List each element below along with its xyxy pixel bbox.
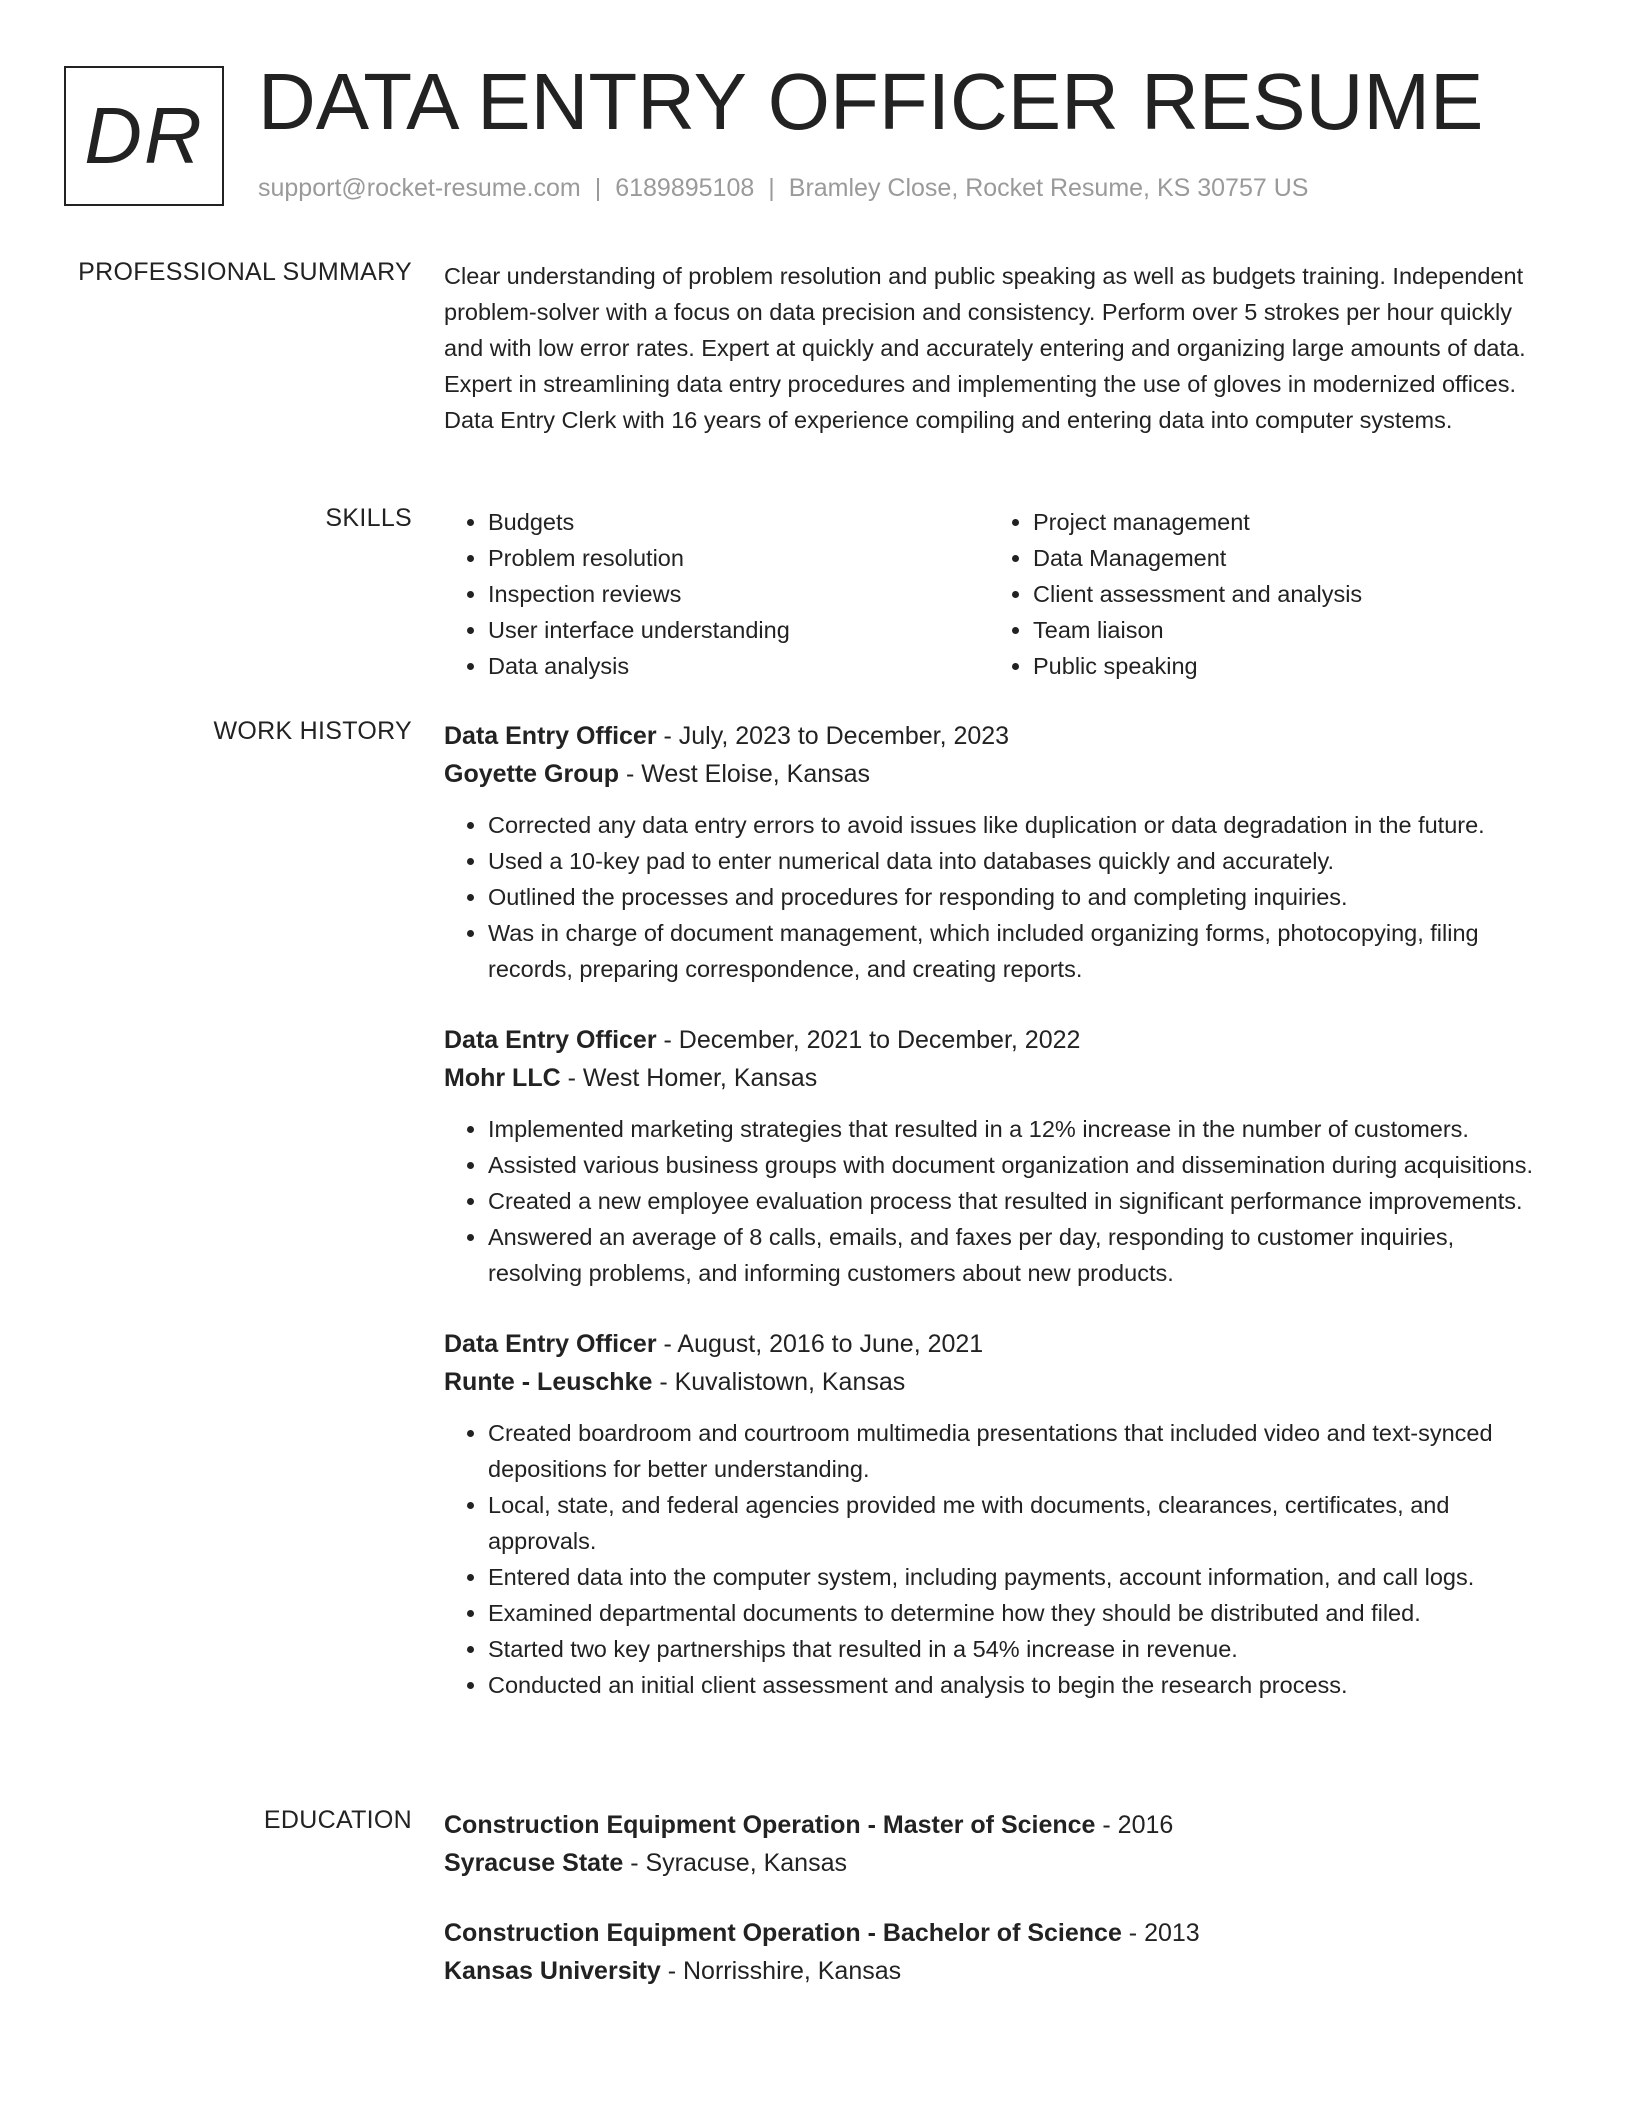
education-entry — [444, 1806, 1554, 1882]
education-year: - 2013 — [1121, 1919, 1200, 1947]
job-title-line — [444, 1021, 1554, 1059]
job-bullet: • Outlined the processes and procedures for responding to and completing inquiries. — [488, 879, 1554, 915]
summary-body — [444, 258, 1554, 438]
job-company: Runte - Leuschke — [444, 1368, 653, 1396]
contact-separator: | — [768, 174, 775, 202]
job-location: - West Homer, Kansas — [560, 1064, 818, 1092]
education-school: Syracuse State — [444, 1849, 624, 1877]
job-company-line — [444, 1059, 1554, 1097]
contact-line — [258, 174, 1308, 203]
job-location: - West Eloise, Kansas — [619, 760, 871, 788]
work-history-heading: WORK HISTORY — [213, 717, 412, 745]
job-dates: - August, 2016 to June, 2021 — [656, 1330, 984, 1358]
education-heading: EDUCATION — [263, 1806, 412, 1834]
skill-item: • Team liaison — [1033, 612, 1534, 648]
skill-item: • Inspection reviews — [488, 576, 989, 612]
job-dates: - December, 2021 to December, 2022 — [656, 1026, 1081, 1054]
work-history-body — [444, 717, 1554, 1737]
skill-item: • Data analysis — [488, 648, 989, 684]
skill-item: • Problem resolution — [488, 540, 989, 576]
education-degree: Construction Equipment Operation - Master of Science — [444, 1811, 1096, 1839]
job-title: Data Entry Officer — [444, 1330, 657, 1358]
contact-phone: 6189895108 — [615, 174, 755, 202]
job-bullet: • Answered an average of 8 calls, emails, and faxes per day, responding to customer inquiries, resolving problems, and informing customers about new products. — [488, 1219, 1554, 1291]
skill-item: • Public speaking — [1033, 648, 1534, 684]
education-school: Kansas University — [444, 1957, 661, 1985]
skill-item: • Data Management — [1033, 540, 1534, 576]
education-location: - Norrisshire, Kansas — [660, 1957, 902, 1985]
job-title-line — [444, 1325, 1554, 1363]
job-bullet: • Used a 10-key pad to enter numerical data into databases quickly and accurately. — [488, 843, 1554, 879]
education-degree: Construction Equipment Operation - Bachelor of Science — [444, 1919, 1122, 1947]
job-title: Data Entry Officer — [444, 722, 657, 750]
job-entry — [444, 1021, 1554, 1291]
job-title-line — [444, 717, 1554, 755]
job-bullet: • Examined departmental documents to determine how they should be distributed and filed. — [488, 1595, 1554, 1631]
job-bullet: • Implemented marketing strategies that resulted in a 12% increase in the number of customers. — [488, 1111, 1554, 1147]
job-company-line — [444, 1363, 1554, 1401]
skills-heading: SKILLS — [325, 504, 412, 532]
job-bullet: • Assisted various business groups with document organization and dissemination during acquisitions. — [488, 1147, 1554, 1183]
job-bullet: • Was in charge of document management, which included organizing forms, photocopying, filing records, preparing correspondence, and creating reports. — [488, 915, 1554, 987]
skill-item: • Project management — [1033, 504, 1534, 540]
education-location: - Syracuse, Kansas — [623, 1849, 847, 1877]
education-school-line — [444, 1844, 1554, 1882]
job-company-line — [444, 755, 1554, 793]
job-title: Data Entry Officer — [444, 1026, 657, 1054]
skills-grid — [444, 504, 1554, 684]
contact-separator: | — [594, 174, 602, 202]
monogram-logo: DR — [64, 66, 224, 206]
job-bullet: • Corrected any data entry errors to avoid issues like duplication or data degradation in the future. — [488, 807, 1554, 843]
job-bullet: • Conducted an initial client assessment and analysis to begin the research process. — [488, 1667, 1554, 1703]
job-company: Mohr LLC — [444, 1064, 561, 1092]
job-bullet: • Started two key partnerships that resulted in a 54% increase in revenue. — [488, 1631, 1554, 1667]
job-bullet: • Created boardroom and courtroom multimedia presentations that included video and text-synced depositions for better understanding. — [488, 1415, 1554, 1487]
skill-item: • User interface understanding — [488, 612, 989, 648]
education-school-line — [444, 1952, 1554, 1990]
job-bullets — [444, 1111, 1554, 1291]
education-entry — [444, 1914, 1554, 1990]
contact-email: support@rocket-resume.com — [258, 174, 581, 202]
job-bullet: • Local, state, and federal agencies provided me with documents, clearances, certificates, and approvals. — [488, 1487, 1554, 1559]
contact-address: Bramley Close, Rocket Resume, KS 30757 US — [788, 174, 1309, 202]
skills-column-right — [989, 504, 1534, 684]
skill-item: • Client assessment and analysis — [1033, 576, 1534, 612]
page-title: DATA ENTRY OFFICER RESUME — [258, 57, 1484, 146]
job-company: Goyette Group — [444, 760, 620, 788]
job-dates: - July, 2023 to December, 2023 — [656, 722, 1010, 750]
education-year: - 2016 — [1095, 1811, 1174, 1839]
job-bullets — [444, 807, 1554, 987]
job-location: - Kuvalistown, Kansas — [652, 1368, 906, 1396]
summary-text: Clear understanding of problem resolution and public speaking as well as budgets training. Independent problem-solver with a focus on data precision and consistency. Perform over 5 strokes per hour quickly and with low error rates. Expert at quickly and accurately entering and organizing large amounts of data. Expert in streamlining data entry procedures and implementing the use of gloves in modernized offices. Data Entry Clerk with 16 years of experience compiling and entering data into computer systems. — [444, 263, 1526, 433]
skills-column-left — [444, 504, 989, 684]
job-bullet: • Created a new employee evaluation process that resulted in significant performance improvements. — [488, 1183, 1554, 1219]
job-entry — [444, 1325, 1554, 1703]
job-bullet: • Entered data into the computer system, including payments, account information, and call logs. — [488, 1559, 1554, 1595]
job-bullets — [444, 1415, 1554, 1703]
education-degree-line — [444, 1806, 1554, 1844]
job-entry — [444, 717, 1554, 987]
summary-heading: PROFESSIONAL SUMMARY — [78, 258, 412, 286]
skills-body — [444, 504, 1554, 684]
education-body — [444, 1806, 1554, 2022]
education-degree-line — [444, 1914, 1554, 1952]
skill-item: • Budgets — [488, 504, 989, 540]
